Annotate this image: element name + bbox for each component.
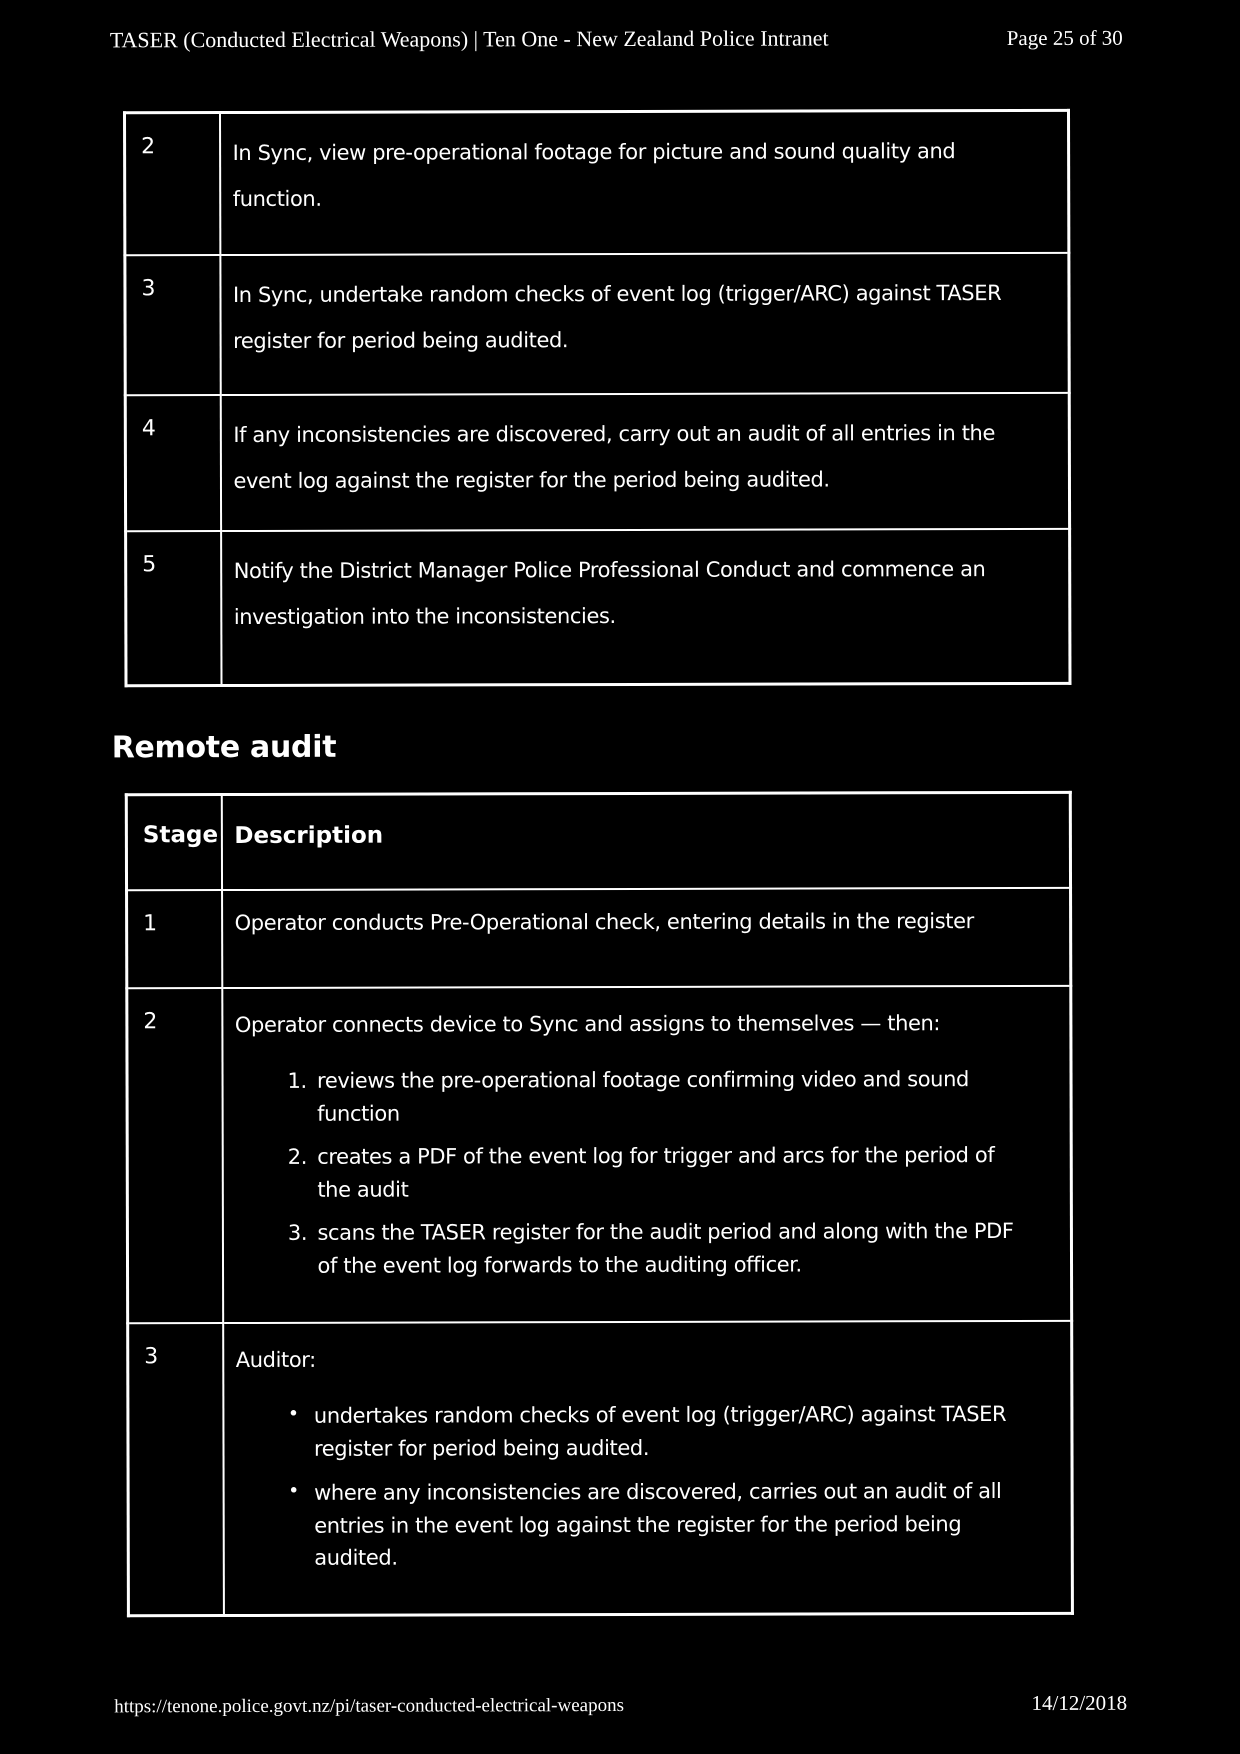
page-header (110, 25, 1123, 54)
table-row (125, 252, 1069, 394)
stage-cell: 2 (125, 113, 220, 255)
description-cell: In Sync, undertake random checks of event log (trigger/ARC) against TASER register for period being audited. (220, 252, 1069, 394)
page-footer (114, 1691, 1127, 1719)
stage-cell: 3 (128, 1323, 224, 1616)
description-cell (223, 1320, 1073, 1615)
table-row (127, 887, 1071, 987)
list-item: 1. reviews the pre-operational footage confirming video and sound function (313, 1063, 1030, 1130)
row-intro-text: Auditor: (235, 1347, 316, 1372)
description-cell: Operator conducts Pre-Operational check, entering details in the register (222, 887, 1071, 987)
page-number: Page 25 of 30 (1006, 25, 1123, 50)
table-row (125, 392, 1069, 530)
bullet-list (236, 1398, 1031, 1575)
stage-cell: 5 (126, 531, 221, 686)
section-heading-remote-audit: Remote audit (111, 729, 337, 766)
table-row (127, 985, 1072, 1322)
stage-cell: 2 (127, 988, 223, 1323)
stage-cell: 4 (125, 395, 220, 531)
column-header-stage: Stage (126, 795, 221, 890)
table-header-row (126, 792, 1070, 889)
footer-url: https://tenone.police.govt.nz/pi/taser-conducted-electrical-weapons (114, 1694, 624, 1718)
numbered-list (235, 1063, 1030, 1282)
description-cell: If any inconsistencies are discovered, carry out an audit of all entries in the event log against the register for the period being audited. (220, 392, 1069, 530)
list-item: 3. scans the TASER register for the audit period and along with the PDF of the event log forwards to the auditing officer. (313, 1215, 1030, 1282)
column-header-description: Description (221, 792, 1070, 889)
audit-steps-table (123, 109, 1072, 687)
description-cell: In Sync, view pre-operational footage for picture and sound quality and function. (219, 110, 1068, 254)
list-item: • where any inconsistencies are discovered, carries out an audit of all entries in the event log against the register for the period being audited. (314, 1475, 1031, 1575)
document-title: TASER (Conducted Electrical Weapons) | Ten One - New Zealand Police Intranet (109, 25, 829, 53)
description-cell: Notify the District Manager Police Professional Conduct and commence an investigation into the inconsistencies. (221, 528, 1070, 685)
list-item: 2. creates a PDF of the event log for trigger and arcs for the period of the audit (313, 1139, 1030, 1206)
row-intro-text: Operator connects device to Sync and assigns to themselves — then: (234, 1010, 941, 1037)
list-item: • undertakes random checks of event log (trigger/ARC) against TASER register for period being audited. (314, 1398, 1031, 1465)
description-cell (222, 985, 1072, 1322)
table-row (125, 110, 1069, 254)
footer-date: 14/12/2018 (1031, 1690, 1128, 1715)
stage-cell: 1 (127, 890, 222, 988)
table-row (128, 1320, 1073, 1615)
stage-cell: 3 (125, 255, 220, 395)
table-row (126, 528, 1070, 685)
remote-audit-table (125, 791, 1074, 1617)
